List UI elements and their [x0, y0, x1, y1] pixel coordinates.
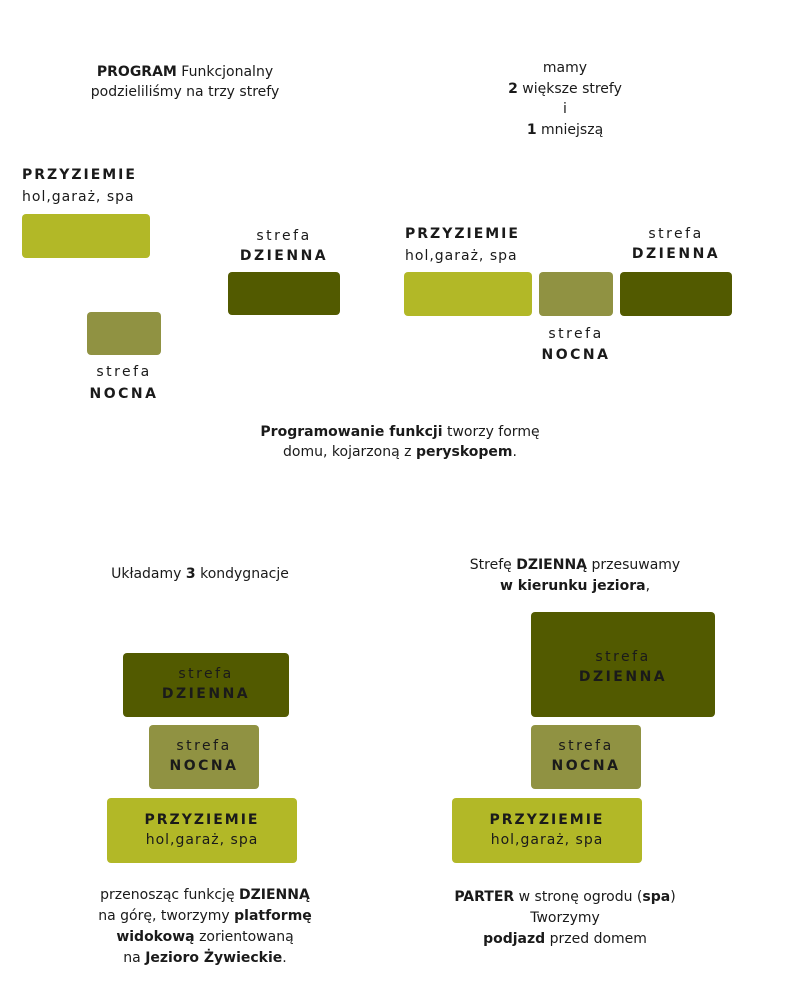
left-dzienna-label	[228, 226, 340, 266]
row-nocna-block	[539, 272, 613, 316]
row-przyziemie-label	[405, 224, 520, 266]
stack-right-caption-l1-mid: w stronę ogrodu (	[514, 889, 643, 905]
stack-right-nocna-label	[531, 736, 641, 776]
middle-line1-rest: tworzy formę	[442, 424, 540, 440]
row-dzienna-block	[620, 272, 732, 316]
stack-right-heading-line2-bold: w kierunku jeziora	[499, 578, 646, 594]
row-przyziemie-block	[404, 272, 532, 316]
stack-right-heading	[410, 555, 740, 597]
left-nocna-block	[87, 312, 161, 355]
middle-caption	[200, 422, 600, 462]
stack-right-caption-l1-end: )	[670, 889, 676, 905]
stack-left-caption-l3-bold: widokową	[116, 929, 195, 945]
stack-left-caption-l3-end: zorientowaną	[194, 929, 294, 945]
program-label: PROGRAM	[96, 64, 177, 80]
intro-right-line4-rest: mniejszą	[536, 121, 604, 138]
stack-right-przyziemie-label	[452, 810, 642, 850]
stack-right-nocna-strefa-word: strefa	[558, 738, 614, 754]
middle-bold-1: Programowanie funkcji	[260, 424, 443, 440]
left-dzienna-block	[228, 272, 340, 315]
row-nocna-label	[526, 324, 626, 365]
intro-left	[60, 62, 310, 102]
stack-left-przyziemie-block	[107, 798, 297, 863]
dzienna-strefa-word: strefa	[256, 228, 312, 244]
stack-left-dzienna-strefa-word: strefa	[178, 666, 234, 682]
stack-left-nocna-strefa-word: strefa	[176, 738, 232, 754]
row-nocna-title: NOCNA	[541, 347, 611, 363]
left-przyziemie-block	[22, 214, 150, 258]
stack-left-nocna-title: NOCNA	[169, 758, 239, 774]
stack-left-heading	[60, 564, 340, 584]
stack-right-caption-l2: Tworzymy	[530, 910, 600, 926]
stack-right-przyziemie-block	[452, 798, 642, 863]
row-nocna-strefa-word: strefa	[548, 326, 604, 342]
stack-right-heading-start: Strefę	[469, 557, 517, 573]
row-przyziemie-title: PRZYZIEMIE	[405, 226, 520, 242]
stack-right-przyziemie-subtitle: hol,garaż, spa	[490, 832, 604, 848]
przyziemie-subtitle: hol,garaż, spa	[22, 189, 135, 205]
intro-right	[465, 58, 665, 140]
stack-left-caption-l4-bold: Jezioro Żywieckie	[145, 950, 283, 966]
stack-right-caption-l1-bold: PARTER	[454, 889, 515, 905]
intro-left-rest: Funkcjonalny	[176, 64, 274, 80]
row-dzienna-label	[620, 224, 732, 264]
nocna-title: NOCNA	[89, 386, 159, 402]
stack-right-caption-l3-end: przed domem	[545, 931, 647, 947]
stack-right-caption-l1-bold2: spa	[642, 889, 671, 905]
intro-right-line1: mamy	[542, 60, 588, 76]
intro-right-number-2: 2	[508, 80, 518, 97]
stack-right-dzienna-title: DZIENNA	[578, 669, 668, 685]
stack-right-nocna-block	[531, 725, 641, 789]
intro-left-line2: podzieliliśmy na trzy strefy	[90, 84, 280, 100]
row-dzienna-strefa-word: strefa	[648, 226, 704, 242]
stack-right-przyziemie-title: PRZYZIEMIE	[489, 812, 605, 828]
stack-left-caption-l2-start: na górę, tworzymy	[98, 908, 235, 924]
middle-bold-2: peryskopem	[415, 444, 513, 460]
stack-left-caption-l4-start: na	[123, 950, 146, 966]
stack-right-heading-end: przesuwamy	[587, 557, 681, 573]
stack-left-heading-end: kondygnacje	[195, 566, 289, 582]
middle-line2-start: domu, kojarzoną z	[283, 444, 416, 460]
stack-right-heading-bold: DZIENNĄ	[516, 557, 588, 573]
nocna-strefa-word: strefa	[96, 364, 152, 380]
stack-left-caption-l1-start: przenosząc funkcję	[100, 887, 240, 903]
stack-left-nocna-label	[149, 736, 259, 776]
stack-left-przyziemie-subtitle: hol,garaż, spa	[145, 832, 259, 848]
stack-left-caption-l4-end: .	[282, 950, 287, 966]
stack-right-dzienna-strefa-word: strefa	[595, 649, 651, 665]
stack-left-przyziemie-title: PRZYZIEMIE	[144, 812, 260, 828]
stack-right-caption	[400, 887, 730, 950]
left-przyziemie-label	[22, 165, 137, 207]
row-dzienna-title: DZIENNA	[631, 246, 721, 262]
stack-left-caption	[40, 885, 370, 969]
left-nocna-label	[74, 362, 174, 404]
stack-right-nocna-title: NOCNA	[551, 758, 621, 774]
stack-right-dzienna-block	[531, 612, 715, 717]
stack-left-caption-l2-bold: platformę	[234, 908, 312, 924]
stack-left-nocna-block	[149, 725, 259, 789]
stack-left-heading-start: Układamy	[111, 566, 186, 582]
stack-left-przyziemie-label	[107, 810, 297, 850]
stack-left-dzienna-label	[123, 664, 289, 704]
intro-right-number-1: 1	[526, 121, 537, 138]
middle-line2-end: .	[512, 444, 517, 460]
stack-left-heading-number: 3	[185, 566, 196, 582]
przyziemie-title: PRZYZIEMIE	[22, 167, 137, 183]
stack-right-dzienna-label	[531, 647, 715, 687]
stack-left-dzienna-block	[123, 653, 289, 717]
row-przyziemie-subtitle: hol,garaż, spa	[405, 248, 518, 264]
stack-left-caption-l1-bold: DZIENNĄ	[239, 887, 310, 903]
stack-left-dzienna-title: DZIENNA	[161, 686, 251, 702]
dzienna-title: DZIENNA	[239, 248, 329, 264]
intro-right-line2-rest: większe strefy	[517, 80, 622, 97]
stack-right-heading-line2-end: ,	[645, 578, 651, 594]
intro-right-line3: i	[563, 101, 567, 117]
stack-right-caption-l3-bold: podjazd	[483, 931, 546, 947]
